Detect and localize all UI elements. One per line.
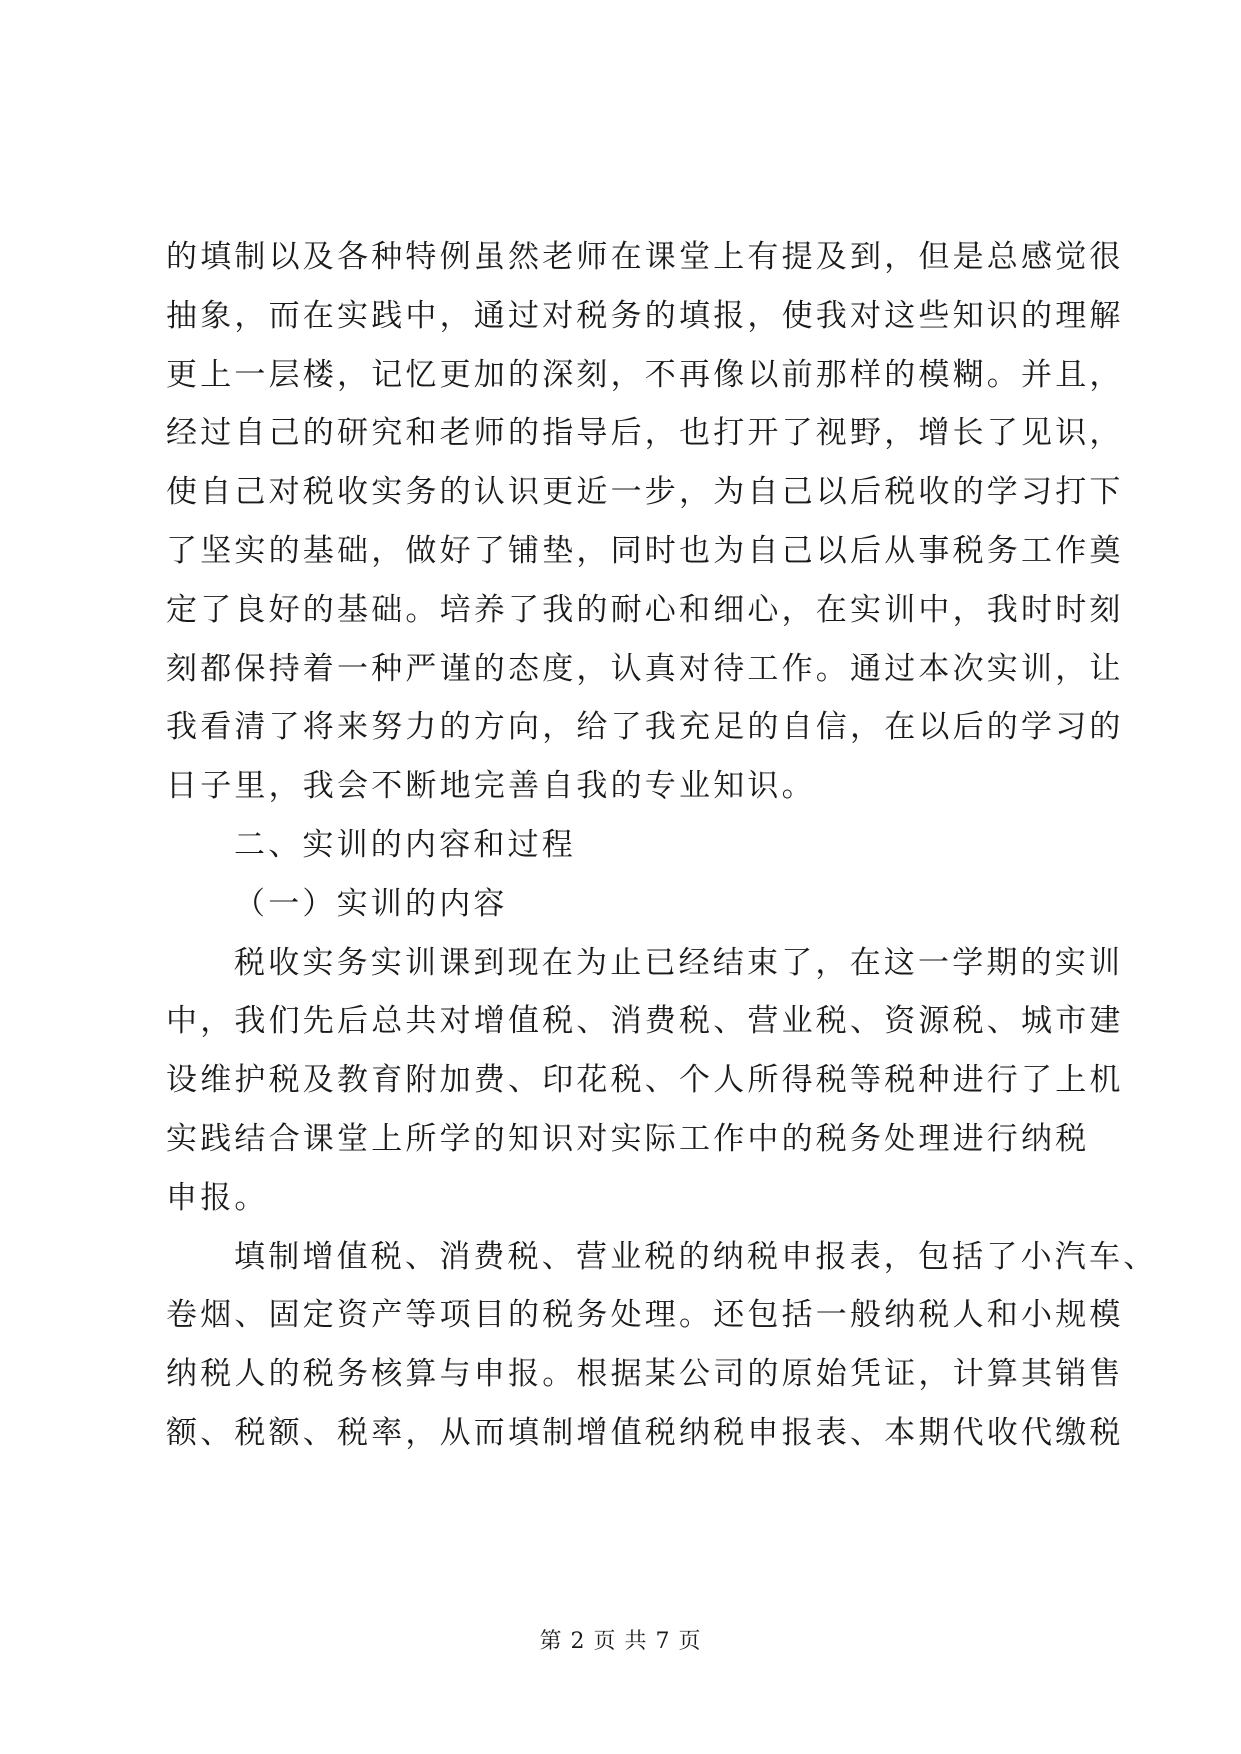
subsection-heading: （一）实训的内容 <box>234 885 508 922</box>
paragraph-line: 税收实务实训课到现在为止已经结束了，在这一学期的实训 <box>234 944 1124 981</box>
paragraph-line: 填制增值税、消费税、营业税的纳税申报表，包括了小汽车、 <box>234 1238 1158 1275</box>
paragraph-line: 了坚实的基础，做好了铺垫，同时也为自己以后从事税务工作奠 <box>166 532 1124 569</box>
paragraph-line: 我看清了将来努力的方向，给了我充足的自信，在以后的学习的 <box>166 709 1124 746</box>
section-heading: 二、实训的内容和过程 <box>234 826 576 863</box>
paragraph-line: 卷烟、固定资产等项目的税务处理。还包括一般纳税人和小规模 <box>166 1297 1124 1334</box>
paragraph-line: 纳税人的税务核算与申报。根据某公司的原始凭证，计算其销售 <box>166 1356 1124 1393</box>
paragraph-line: 更上一层楼，记忆更加的深刻，不再像以前那样的模糊。并且， <box>166 356 1124 393</box>
paragraph-line: 实践结合课堂上所学的知识对实际工作中的税务处理进行纳税 <box>166 1120 1090 1157</box>
document-body <box>166 228 1158 1463</box>
page-number-footer: 第 2 页 共 7 页 <box>539 1629 702 1654</box>
paragraph-line: 定了良好的基础。培养了我的耐心和细心，在实训中，我时时刻 <box>166 591 1124 628</box>
paragraph-line: 刻都保持着一种严谨的态度，认真对待工作。通过本次实训，让 <box>166 650 1124 687</box>
paragraph-line: 的填制以及各种特例虽然老师在课堂上有提及到，但是总感觉很 <box>166 239 1124 275</box>
paragraph-line: 使自己对税收实务的认识更近一步，为自己以后税收的学习打下 <box>166 474 1124 511</box>
paragraph-line: 经过自己的研究和老师的指导后，也打开了视野，增长了见识， <box>166 415 1124 452</box>
paragraph-line: 抽象，而在实践中，通过对税务的填报，使我对这些知识的理解 <box>166 297 1124 334</box>
paragraph-line: 中，我们先后总共对增值税、消费税、营业税、资源税、城市建 <box>166 1003 1124 1040</box>
paragraph-line: 申报。 <box>166 1179 269 1216</box>
paragraph-line: 日子里，我会不断地完善自我的专业知识。 <box>166 768 816 805</box>
paragraph-line: 额、税额、税率，从而填制增值税纳税申报表、本期代收代缴税 <box>166 1414 1124 1451</box>
paragraph-line: 设维护税及教育附加费、印花税、个人所得税等税种进行了上机 <box>166 1062 1124 1099</box>
